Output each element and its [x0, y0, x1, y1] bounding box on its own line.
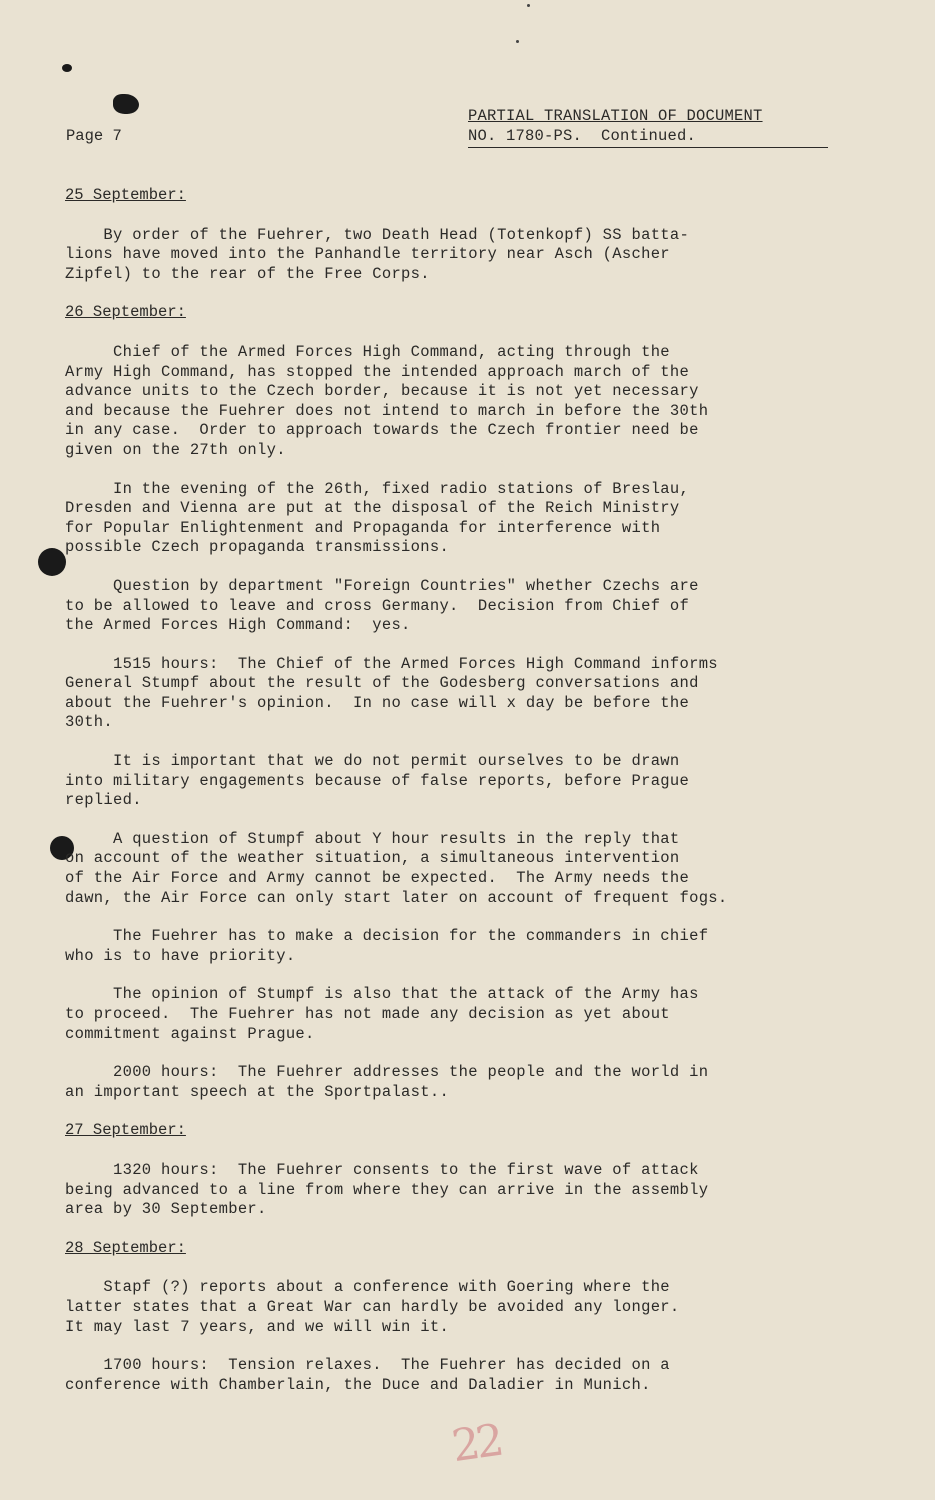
paragraph: [65, 927, 855, 966]
pencil-annotation: 22: [448, 1414, 504, 1473]
text-line: A question of Stumpf about Y hour results in the reply that: [65, 829, 680, 848]
text-line: The Fuehrer has to make a decision for the commanders in chief: [65, 927, 709, 946]
text-line: to be allowed to leave and cross Germany. Decision from Chief of: [65, 596, 690, 615]
text-line: 1515 hours: The Chief of the Armed Forces High Command informs: [65, 654, 718, 673]
text-line: 1320 hours: The Fuehrer consents to the first wave of attack: [65, 1160, 699, 1179]
text-line: area by 30 September.: [65, 1200, 267, 1219]
text-line: Zipfel) to the rear of the Free Corps.: [65, 264, 430, 283]
paragraph: [65, 480, 855, 558]
text-line: commitment against Prague.: [65, 1024, 315, 1043]
text-line: The opinion of Stumpf is also that the attack of the Army has: [65, 985, 699, 1004]
text-line: Dresden and Vienna are put at the disposal of the Reich Ministry: [65, 499, 680, 518]
text-line: latter states that a Great War can hardly be avoided any longer.: [65, 1297, 680, 1316]
text-line: the Armed Forces High Command: yes.: [65, 616, 411, 635]
text-line: 2000 hours: The Fuehrer addresses the people and the world in: [65, 1063, 709, 1082]
text-line: possible Czech propaganda transmissions.: [65, 538, 450, 557]
text-line: By order of the Fuehrer, two Death Head (Totenkopf) SS batta-: [65, 225, 690, 244]
text-line: into military engagements because of false reports, before Prague: [65, 771, 690, 790]
paragraph: [65, 1063, 855, 1102]
section-heading: 26 September:: [65, 303, 186, 322]
text-line: lions have moved into the Panhandle territory near Asch (Ascher: [65, 245, 670, 264]
paragraph: [65, 830, 855, 908]
text-line: of the Air Force and Army cannot be expected. The Army needs the: [65, 869, 690, 888]
text-line: for Popular Enlightenment and Propaganda for interference with: [65, 518, 661, 537]
text-line: Army High Command, has stopped the intended approach march of the: [65, 362, 690, 381]
header-title-line1: PARTIAL TRANSLATION OF DOCUMENT: [468, 107, 763, 125]
text-line: who is to have priority.: [65, 946, 296, 965]
page-number: Page 7: [66, 127, 122, 145]
paragraph: [65, 1278, 855, 1337]
text-line: General Stumpf about the result of the Godesberg conversations and: [65, 674, 699, 693]
paragraph: [65, 343, 855, 461]
text-line: in any case. Order to approach towards the Czech frontier need be: [65, 421, 699, 440]
paragraph: [65, 752, 855, 811]
section-heading: 25 September:: [65, 186, 186, 204]
text-line: In the evening of the 26th, fixed radio stations of Breslau,: [65, 479, 690, 498]
text-line: an important speech at the Sportpalast..: [65, 1082, 450, 1101]
punch-hole-upper: [38, 548, 66, 576]
paragraph: [65, 577, 855, 636]
text-line: Question by department "Foreign Countries" whether Czechs are: [65, 576, 699, 595]
document-header: [468, 106, 830, 148]
text-line: about the Fuehrer's opinion. In no case will x day be before the: [65, 693, 690, 712]
paragraph: [65, 655, 855, 733]
section-heading: 28 September:: [65, 1238, 186, 1257]
text-line: advance units to the Czech border, because it is not yet necessary: [65, 382, 699, 401]
text-line: dawn, the Air Force can only start later on account of frequent fogs.: [65, 888, 728, 907]
paragraph: [65, 226, 855, 285]
section-heading: 27 September:: [65, 1121, 186, 1140]
paragraph: [65, 1356, 855, 1395]
header-rule: [468, 147, 828, 148]
text-line: Chief of the Armed Forces High Command, acting through the: [65, 342, 670, 361]
text-line: Stapf (?) reports about a conference with Goering where the: [65, 1278, 670, 1297]
text-line: given on the 27th only.: [65, 440, 286, 459]
paragraph: [65, 985, 855, 1044]
ink-speck-top-left: [62, 64, 72, 72]
dust-speck: [527, 4, 530, 7]
text-line: to proceed. The Fuehrer has not made any decision as yet about: [65, 1005, 670, 1023]
dust-speck: [516, 40, 519, 43]
text-line: 30th.: [65, 713, 114, 732]
text-line: and because the Fuehrer does not intend to march in before the 30th: [65, 401, 709, 420]
text-line: It may last 7 years, and we will win it.: [65, 1317, 450, 1336]
paragraph: [65, 1161, 855, 1220]
document-body: [65, 186, 855, 1414]
text-line: conference with Chamberlain, the Duce and Daladier in Munich.: [65, 1375, 651, 1394]
header-title-line2: NO. 1780-PS. Continued.: [468, 127, 697, 145]
text-line: replied.: [65, 791, 142, 810]
text-line: being advanced to a line from where they can arrive in the assembly: [65, 1180, 709, 1199]
text-line: on account of the weather situation, a simultaneous intervention: [65, 849, 680, 868]
ink-blot-top: [113, 94, 139, 114]
text-line: 1700 hours: Tension relaxes. The Fuehrer has decided on a: [65, 1356, 670, 1375]
text-line: It is important that we do not permit ourselves to be drawn: [65, 752, 680, 771]
